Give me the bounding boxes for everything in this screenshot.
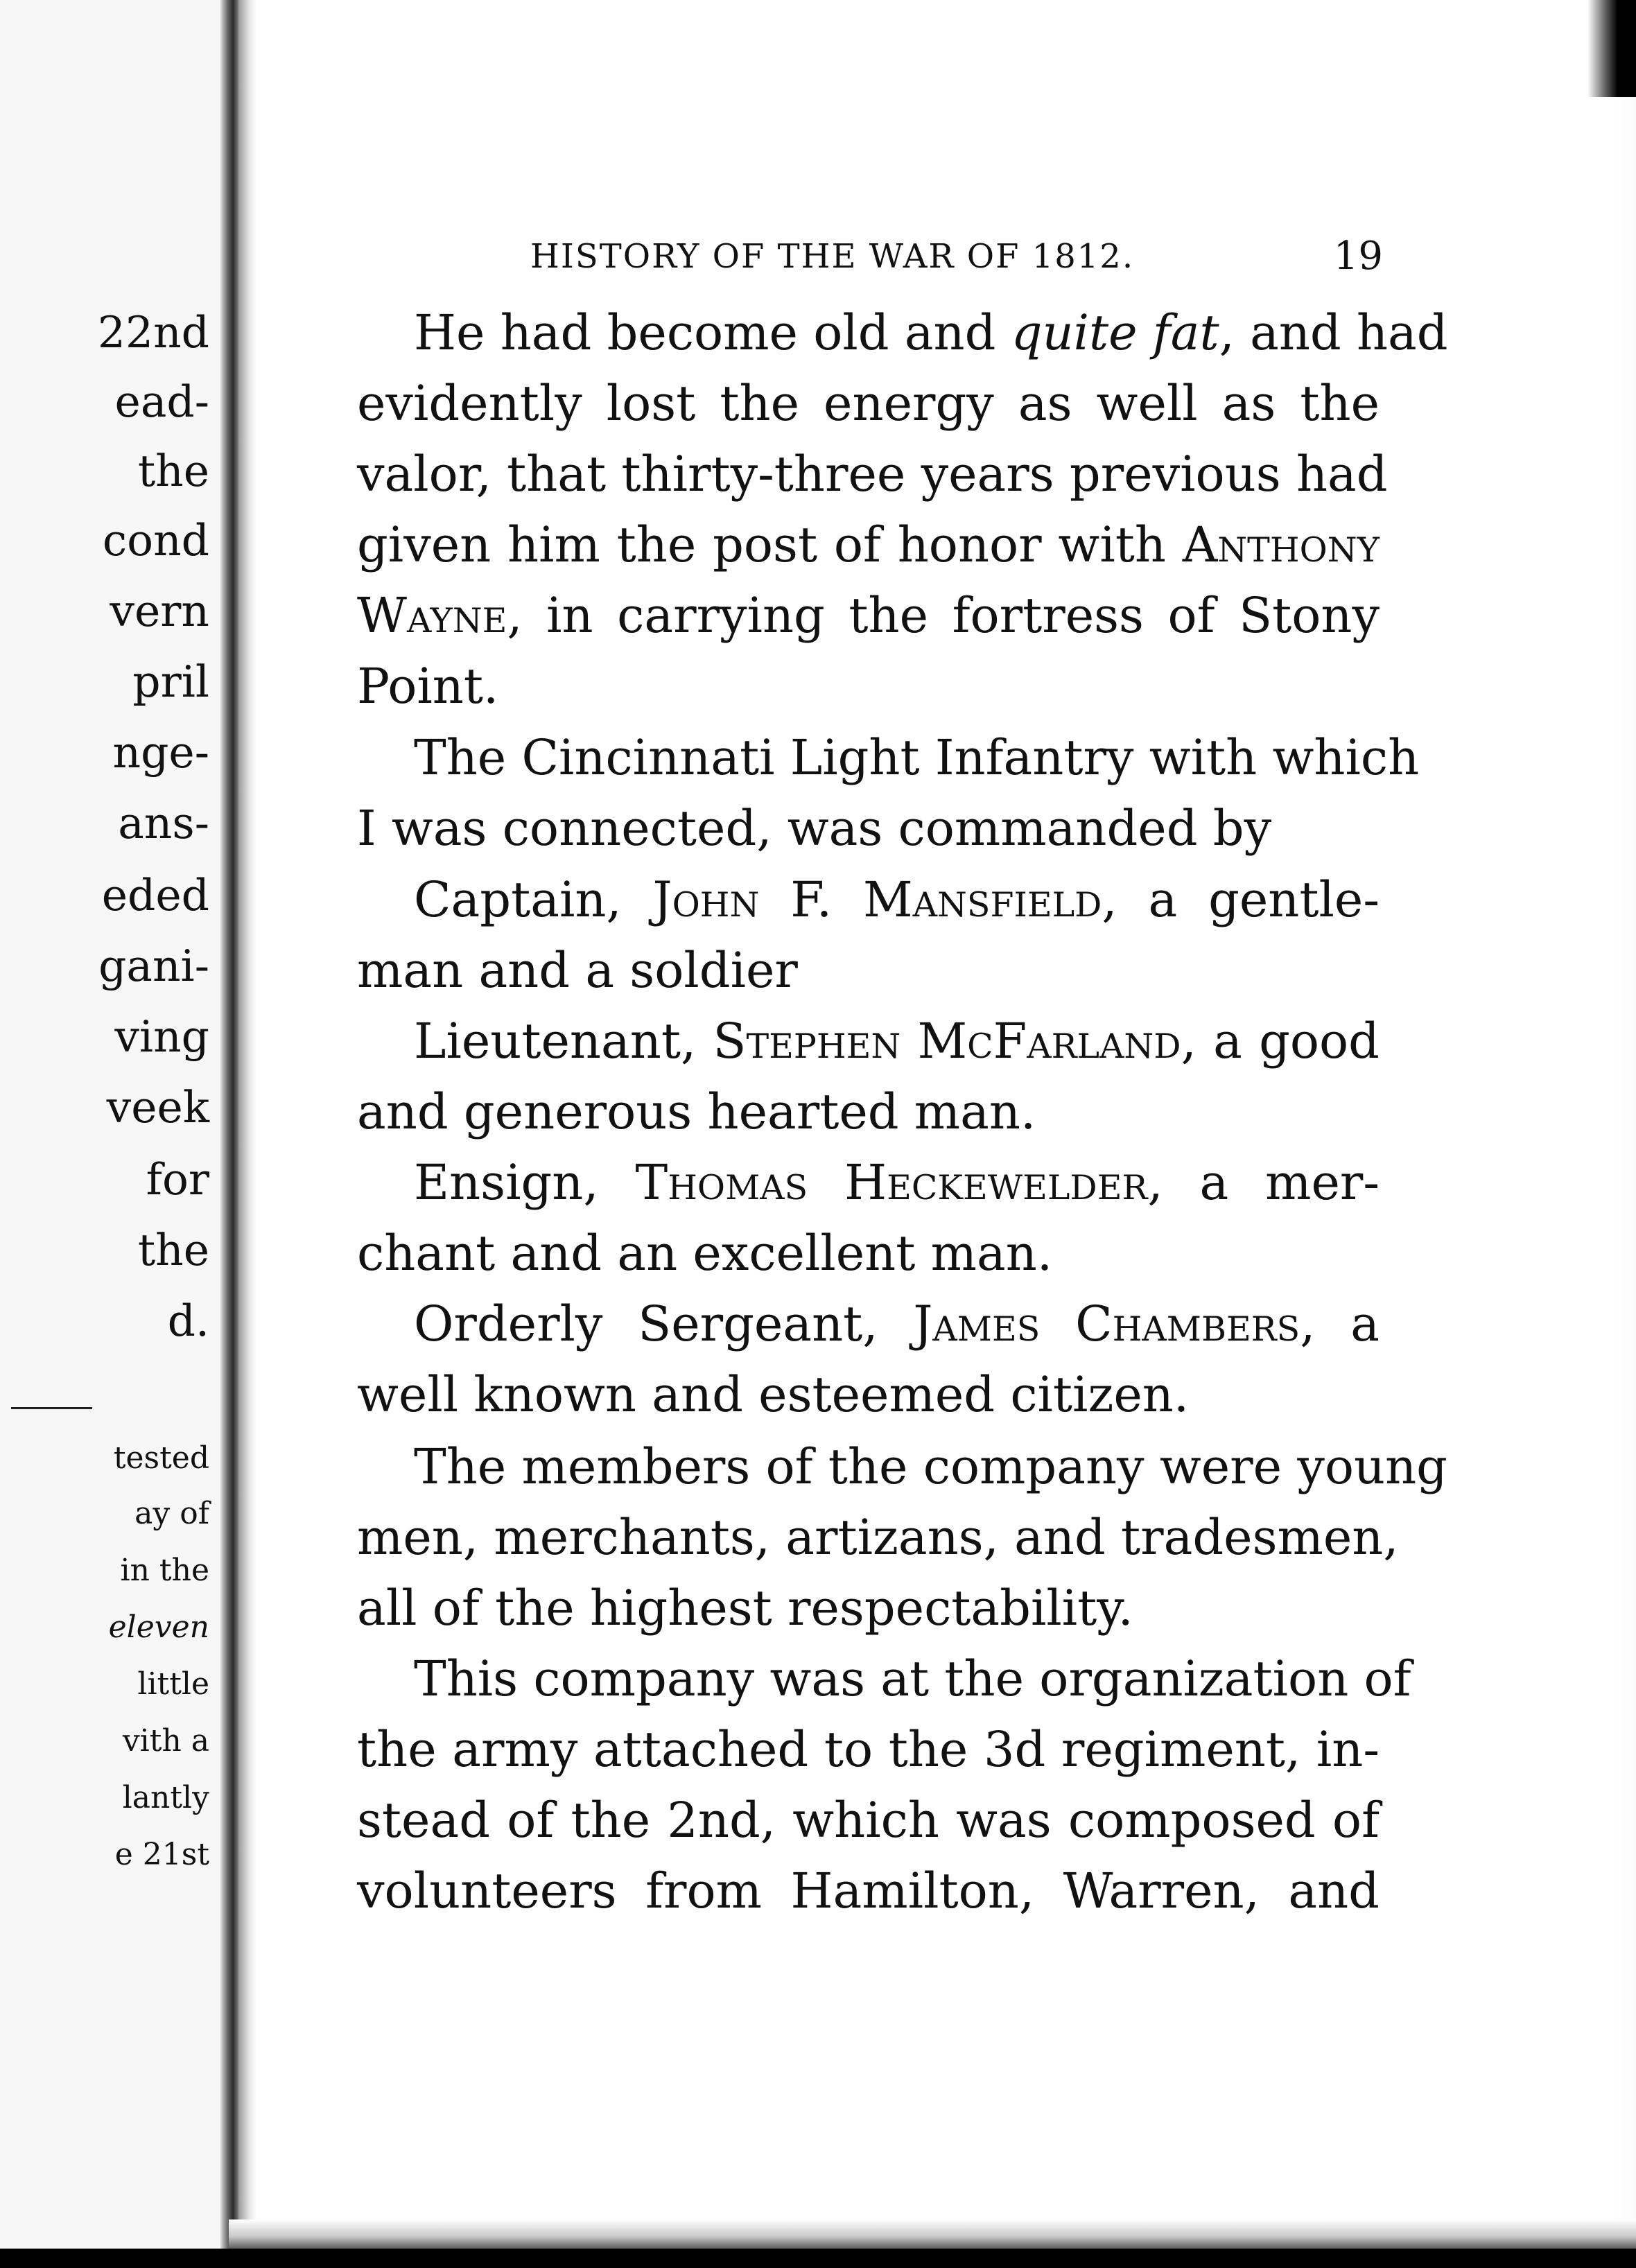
text-run: , in carrying the fortress of Stony — [507, 587, 1380, 644]
text-line: the army attached to the 3d regiment, in- — [357, 1721, 1380, 1778]
text-run: Captain, — [414, 871, 653, 928]
small-caps-name: Stephen McFarland — [713, 1013, 1181, 1070]
left-footnote-line: in the — [120, 1553, 209, 1588]
left-page-line: eded — [101, 870, 209, 921]
text-line: The Cincinnati Light Infantry with which — [414, 729, 1420, 786]
text-line: volunteers from Hamilton, Warren, and — [357, 1863, 1380, 1919]
left-page-line: d. — [167, 1296, 209, 1346]
text-line — [357, 865, 1380, 934]
left-footnote-line: vith a — [122, 1723, 209, 1759]
text-line — [357, 1148, 1380, 1217]
text-line: evidently lost the energy as well as the — [357, 375, 1380, 432]
left-facing-page — [0, 0, 220, 2268]
small-caps-name: Wayne — [357, 587, 507, 644]
left-page-line: ving — [114, 1011, 209, 1062]
left-page-line: for — [146, 1154, 209, 1205]
left-footnote-line: tested — [113, 1440, 209, 1476]
text-line: and generous hearted man. — [357, 1083, 1036, 1140]
left-page-line: ead- — [114, 376, 209, 427]
left-page-line: ans- — [118, 798, 209, 848]
text-run: , a gentle- — [1102, 871, 1380, 928]
text-run: , a — [1300, 1296, 1380, 1352]
text-line: stead of the 2nd, which was composed of — [357, 1792, 1380, 1849]
text-line: well known and esteemed citizen. — [357, 1366, 1190, 1423]
small-caps-name: Anthony — [1182, 516, 1380, 573]
text-line: man and a soldier — [357, 942, 798, 999]
text-line: This company was at the organization of — [414, 1650, 1411, 1707]
text-line: men, merchants, artizans, and tradesmen, — [357, 1509, 1399, 1566]
text-line: The members of the company were young — [414, 1438, 1447, 1495]
small-caps-name: John F. Mansfield — [652, 871, 1102, 928]
italic-text: quite fat — [1011, 304, 1219, 361]
text-line: Point. — [357, 658, 499, 715]
left-page-line: gani- — [98, 941, 209, 991]
left-page-line: veek — [106, 1082, 209, 1133]
small-caps-name: James Chambers — [913, 1296, 1300, 1352]
text-line — [357, 298, 1448, 367]
text-line — [357, 510, 1380, 579]
scan-border — [0, 2249, 1636, 2268]
small-caps-name: Thomas Heckewelder — [635, 1154, 1148, 1211]
text-line: I was connected, was commanded by — [357, 800, 1272, 857]
page-edge — [1615, 0, 1636, 2268]
left-footnote-line: lantly — [122, 1780, 209, 1815]
text-line: valor, that thirty-three years previous had — [357, 446, 1388, 503]
book-gutter-shadow — [220, 0, 238, 2268]
left-page-line: the — [137, 446, 209, 496]
text-run: , a mer- — [1147, 1154, 1380, 1211]
page-number: 19 — [1333, 234, 1383, 279]
text-run: Lieutenant, — [414, 1013, 713, 1070]
text-line: chant and an excellent man. — [357, 1225, 1053, 1282]
left-footnote-line: little — [137, 1666, 209, 1702]
text-line — [357, 581, 1380, 650]
text-line — [357, 1006, 1380, 1076]
page-corner-shadow — [1587, 0, 1636, 97]
text-run: , a good — [1181, 1013, 1380, 1070]
text-line: all of the highest respectability. — [357, 1580, 1133, 1637]
left-page-line: nge- — [112, 727, 209, 778]
text-run: He had become old and — [414, 304, 1011, 361]
left-footnote-line: e 21st — [114, 1837, 209, 1872]
text-run: given him the post of honor with — [357, 516, 1183, 573]
left-page-line: pril — [132, 656, 209, 707]
left-page-line: the — [137, 1225, 209, 1275]
left-page-line: cond — [102, 515, 209, 566]
running-head — [530, 232, 1383, 281]
left-footnote-line: ay of — [134, 1496, 209, 1531]
left-page-line: 22nd — [97, 307, 209, 358]
text-run: , and had — [1219, 304, 1448, 361]
left-footnote-line: eleven — [108, 1610, 209, 1645]
left-page-line: vern — [110, 586, 209, 636]
running-head-title: HISTORY OF THE WAR OF 1812. — [530, 237, 1135, 276]
text-run: Ensign, — [414, 1154, 636, 1211]
text-run: Orderly Sergeant, — [414, 1296, 914, 1352]
footnote-rule — [11, 1407, 92, 1409]
book-gutter-highlight — [238, 0, 256, 2268]
text-line — [357, 1289, 1380, 1359]
